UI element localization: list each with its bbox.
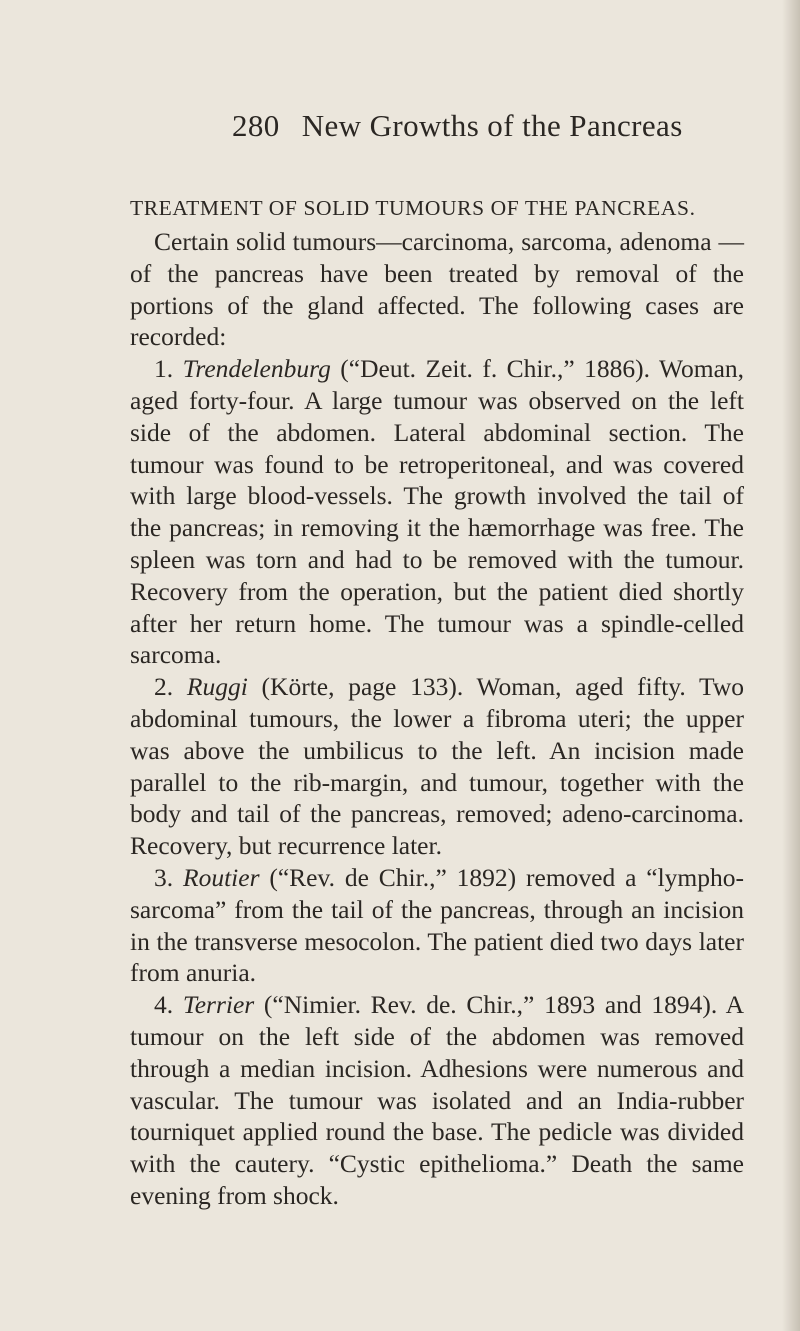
running-title: New Growths of the Pancreas bbox=[301, 108, 683, 143]
case-text: (“Deut. Zeit. f. Chir.,” 1886). Woman, aged forty-four. A large tumour was observed on the left side of the abdomen. Lateral abdominal section. The tumour was found to be retroperitoneal, and was covered with large blood-vessels. The growth involved the tail of the pancreas; in removing it the hæmorrhage was free. The spleen was torn and had to be removed with the tumour. Recovery from the operation, but the patient died shortly after her return home. The tumour was a spindle-celled sarcoma. bbox=[130, 354, 745, 670]
case-author: Terrier bbox=[182, 990, 255, 1020]
intro-paragraph: Certain solid tumours—carcinoma, sarcoma, adenoma —of the pancreas have been treated by removal of the portions of the gland affected. The following cases are recorded: bbox=[130, 227, 744, 352]
case-text: (“Nimier. Rev. de. Chir.,” 1893 and 1894). A tumour on the left side of the abdomen was removed through a median incision. Adhesions were numerous and vascular. The tumour was isolated and an India-rubber tourniquet applied round the base. The pedicle was divided with the cautery. “Cystic epithelioma.” Death the same evening from shock. bbox=[130, 990, 744, 1210]
page-edge-shadow bbox=[782, 0, 800, 1331]
case-author: Ruggi bbox=[186, 672, 248, 702]
case-number: 2. bbox=[154, 672, 174, 702]
case-paragraph-3 bbox=[130, 862, 744, 989]
body-text bbox=[130, 226, 744, 1212]
section-heading: TREATMENT OF SOLID TUMOURS OF THE PANCREAS. bbox=[130, 196, 696, 220]
case-paragraph-2 bbox=[130, 671, 744, 862]
case-number: 1. bbox=[154, 354, 174, 384]
case-text: (Körte, page 133). Woman, aged fifty. Two abdominal tumours, the lower a fibroma uteri; the upper was above the umbilicus to the left. An incision made parallel to the rib-margin, and tumour, together with the body and tail of the pancreas, removed; adeno-carcinoma. Recovery, but recurrence later. bbox=[130, 672, 745, 861]
running-header bbox=[232, 108, 683, 144]
case-author: Trendelenburg bbox=[182, 354, 331, 384]
case-author: Routier bbox=[183, 862, 260, 892]
page-number: 280 bbox=[232, 108, 280, 143]
case-number: 3. bbox=[154, 862, 174, 892]
case-number: 4. bbox=[154, 990, 174, 1020]
case-paragraph-1 bbox=[130, 353, 744, 671]
case-paragraph-4 bbox=[130, 989, 744, 1212]
case-text: (“Rev. de Chir.,” 1892) removed a “lympho-sarcoma” from the tail of the pancreas, through an incision in the transverse mesocolon. The patient died two days later from anuria. bbox=[130, 862, 745, 988]
